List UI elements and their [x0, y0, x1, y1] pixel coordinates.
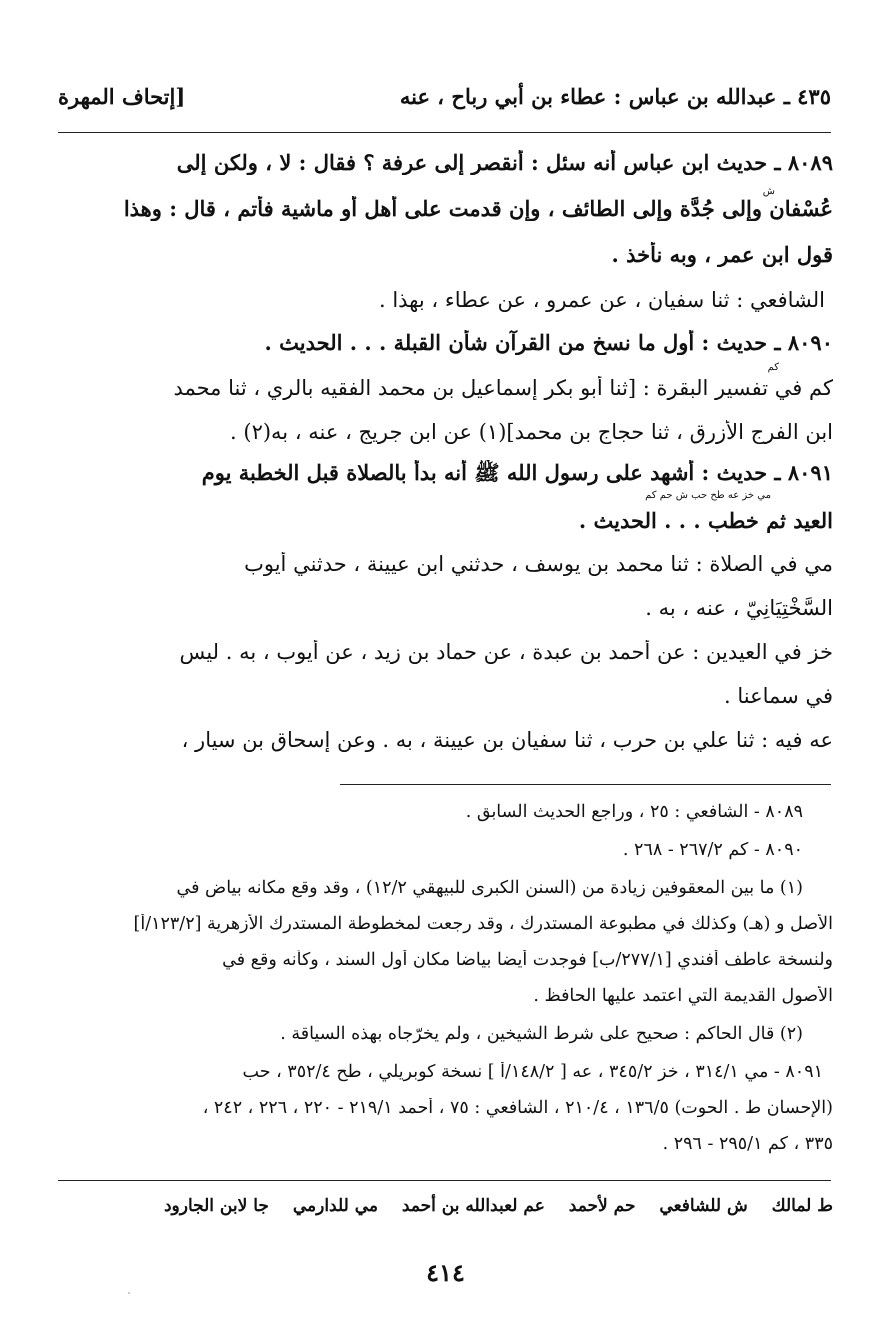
marginal-kam: كم — [767, 362, 779, 373]
source-mi-line-2: السَّخْتِيَانِيّ ، عنه ، به . — [645, 596, 833, 620]
abbreviation-legend — [58, 1196, 833, 1216]
hadith-8091-line-2: العيد ثم خطب . . . الحديث . — [578, 508, 833, 533]
footnote-8091-line-3: ٣٣٥ ، كم ٢٩٥/١ - ٢٩٦ . — [662, 1134, 833, 1154]
hadith-8089-line-3: قول ابن عمر ، وبه نأخذ . — [611, 242, 833, 267]
footnote-1-line-4: الأصول القديمة التي اعتمد عليها الحافظ . — [533, 986, 833, 1006]
hadith-8090-line-1: ٨٠٩٠ ـ حديث : أول ما نسخ من القرآن شأن القبلة . . . الحديث . — [264, 330, 833, 355]
marginal-shin: ش — [762, 186, 775, 197]
footnote-1-line-1: (١) ما بين المعقوفين زيادة من (السنن الكبرى للبيهقي ١٢/٢) ، وقد وقع مكانه بياض في — [176, 878, 803, 898]
source-khz-line-1: خز في العيدين : عن أحمد بن عبدة ، عن حماد بن زيد ، عن أيوب ، به . ليس — [179, 640, 833, 664]
page-number: ٤١٤ — [426, 1258, 465, 1287]
legend-abdullah: عم لعبدالله بن أحمد — [401, 1196, 545, 1216]
footnote-8091-line-1: ٨٠٩١ - مي ٣١٤/١ ، خز ٣٤٥/٢ ، عه [ ١٤٨/٢/أ ] نسخة كوبريلي ، طح ٣٥٢/٤ ، حب — [242, 1062, 823, 1082]
legend-shafii: ش للشافعي — [659, 1196, 748, 1216]
source-kam-line-1: كم في تفسير البقرة : [ثنا أبو بكر إسماعيل بن محمد الفقيه بالري ، ثنا محمد — [173, 376, 833, 400]
footnote-1-line-3: ولنسخة عاطف أفندي [٢٧٧/١/ب] فوجدت أيضا بياضا مكان أول السند ، وكأنه وقع في — [222, 950, 833, 970]
running-header — [58, 84, 831, 118]
footnote-8090: ٨٠٩٠ - كم ٢٦٧/٢ - ٢٦٨ . — [622, 840, 803, 860]
footnote-1-line-2: الأصل و (هـ) وكذلك في مطبوعة المستدرك ، وقد رجعت لمخطوطة المستدرك الأزهرية [١٢٣/٢/أ] — [133, 914, 833, 934]
legend-rule — [58, 1180, 831, 1181]
source-shafii-8089: الشافعي : ثنا سفيان ، عن عمرو ، عن عطاء ، بهذا . — [378, 288, 825, 312]
marginal-source-codes: مي خز عه طح حب ش حم كم — [645, 490, 771, 501]
hadith-8091-line-1: ٨٠٩١ ـ حديث : أشهد على رسول الله ﷺ أنه بدأ بالصلاة قبل الخطبة يوم — [201, 460, 833, 485]
header-title: ٤٣٥ ـ عبدالله بن عباس : عطاء بن أبي رباح ، عنه — [399, 84, 831, 109]
header-rule — [58, 132, 831, 133]
header-book-name: [إتحاف المهرة — [58, 84, 186, 109]
source-kam-line-2: ابن الفرج الأزرق ، ثنا حجاج بن محمد](١) عن ابن جريج ، عنه ، به(٢) . — [230, 420, 833, 444]
source-khz-line-2: في سماعنا . — [724, 684, 833, 708]
legend-malik: ط لمالك — [771, 1196, 833, 1216]
legend-darimi: مي للدارمي — [292, 1196, 378, 1216]
legend-jarud: جا لابن الجارود — [163, 1196, 269, 1216]
source-mi-line-1: مي في الصلاة : ثنا محمد بن يوسف ، حدثني ابن عيينة ، حدثني أيوب — [244, 552, 833, 576]
hadith-8089-line-2: عُسْفان وإلى جُدَّة وإلى الطائف ، وإن قدمت على أهل أو ماشية فأتم ، قال : وهذا — [123, 196, 833, 221]
footnote-8091-line-2: (الإحسان ط . الحوت) ١٣٦/٥ ، ٢١٠/٤ ، الشافعي : ٧٥ ، أحمد ٢١٩/١ - ٢٢٠ ، ٢٢٦ ، ٢٤٢ ، — [202, 1098, 833, 1118]
source-ah-line-1: عه فيه : ثنا علي بن حرب ، ثنا سفيان بن عيينة ، به . وعن إسحاق بن سيار ، — [181, 728, 833, 752]
hadith-8089-line-1: ٨٠٨٩ ـ حديث ابن عباس أنه سئل : أنقصر إلى عرفة ؟ فقال : لا ، ولكن إلى — [176, 150, 833, 175]
footnote-2: (٢) قال الحاكم : صحيح على شرط الشيخين ، ولم يخرّجاه بهذه السياقة . — [280, 1024, 803, 1044]
scan-speck — [128, 1292, 130, 1294]
footnote-8089: ٨٠٨٩ - الشافعي : ٢٥ ، وراجع الحديث السابق . — [465, 802, 803, 822]
footnote-rule — [340, 784, 831, 785]
legend-ahmad: حم لأحمد — [568, 1196, 636, 1216]
